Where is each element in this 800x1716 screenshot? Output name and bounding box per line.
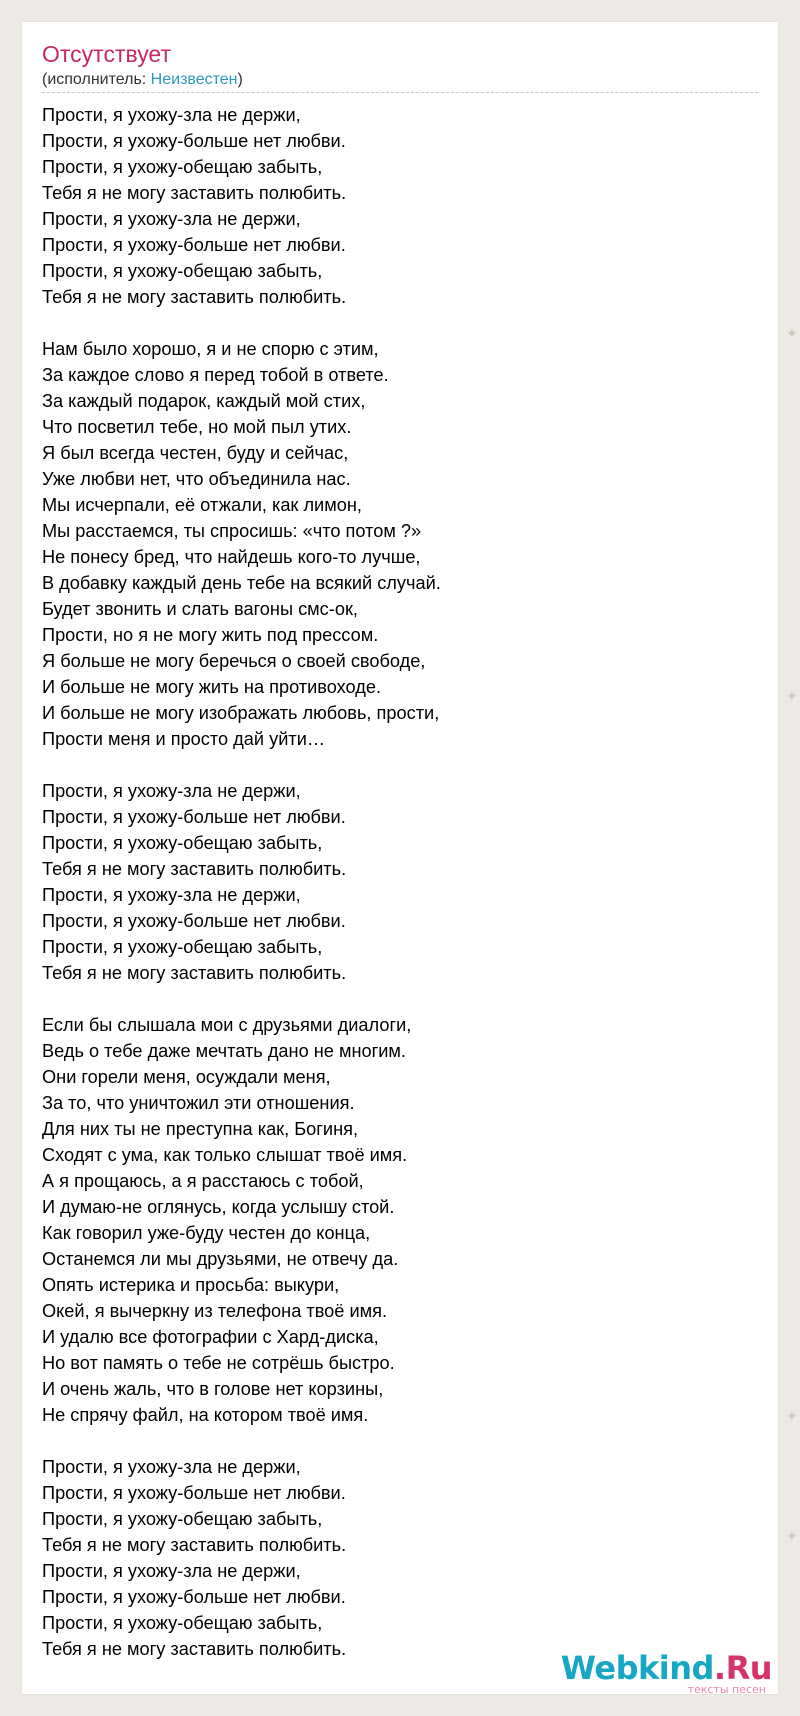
lyric-line: Прости, я ухожу-больше нет любви. xyxy=(42,1483,346,1503)
lyric-line: Они горели меня, осуждали меня, xyxy=(42,1067,331,1087)
lyric-line: Уже любви нет, что объединила нас. xyxy=(42,469,351,489)
lyric-line: Прости, я ухожу-обещаю забыть, xyxy=(42,261,323,281)
lyric-line: Не понесу бред, что найдешь кого-то лучше, xyxy=(42,547,421,567)
lyric-line: И удалю все фотографии с Хард-диска, xyxy=(42,1327,379,1347)
lyric-line: Прости, я ухожу-больше нет любви. xyxy=(42,1587,346,1607)
lyric-line: Прости меня и просто дай уйти… xyxy=(42,729,326,749)
lyric-line: Прости, я ухожу-больше нет любви. xyxy=(42,131,346,151)
sparkle-icon: ✦ xyxy=(786,689,798,705)
stanza-break xyxy=(42,1428,662,1454)
lyric-line: Я больше не могу беречься о своей свободе, xyxy=(42,651,426,671)
logo-tld: .Ru xyxy=(713,1649,772,1687)
lyric-line: Опять истерика и просьба: выкури, xyxy=(42,1275,340,1295)
lyric-line: Останемся ли мы друзьями, не отвечу да. xyxy=(42,1249,399,1269)
song-title: Отсутствует xyxy=(42,41,171,67)
lyric-line: Я был всегда честен, буду и сейчас, xyxy=(42,443,349,463)
logo-word: Webkind xyxy=(560,1649,714,1687)
lyric-line: Прости, я ухожу-зла не держи, xyxy=(42,105,301,125)
lyric-line: Прости, я ухожу-зла не держи, xyxy=(42,1561,301,1581)
stanza-break xyxy=(42,752,662,778)
lyric-line: Тебя я не могу заставить полюбить. xyxy=(42,287,347,307)
lyric-line: И больше не могу изображать любовь, прости, xyxy=(42,703,440,723)
artist-link[interactable]: Неизвестен xyxy=(150,71,238,88)
artist-suffix: ) xyxy=(237,71,243,88)
lyric-line: Прости, я ухожу-зла не держи, xyxy=(42,1457,301,1477)
lyric-line: И думаю-не оглянусь, когда услышу стой. xyxy=(42,1197,395,1217)
lyric-line: Ведь о тебе даже мечтать дано не многим. xyxy=(42,1041,406,1061)
lyric-line: За то, что уничтожил эти отношения. xyxy=(42,1093,355,1113)
lyric-line: Прости, я ухожу-зла не держи, xyxy=(42,781,301,801)
lyric-line: Как говорил уже-буду честен до конца, xyxy=(42,1223,371,1243)
sparkle-icon: ✦ xyxy=(786,1529,798,1545)
song-header xyxy=(42,40,758,93)
lyric-line: Тебя я не могу заставить полюбить. xyxy=(42,1639,347,1659)
artist-line xyxy=(42,70,758,93)
stanza-break xyxy=(42,310,662,336)
lyric-line: Тебя я не могу заставить полюбить. xyxy=(42,859,347,879)
lyric-line: За каждое слово я перед тобой в ответе. xyxy=(42,365,389,385)
lyric-line: Нам было хорошо, я и не спорю с этим, xyxy=(42,339,379,359)
lyric-line: Тебя я не могу заставить полюбить. xyxy=(42,963,347,983)
lyric-line: Прости, я ухожу-обещаю забыть, xyxy=(42,1613,323,1633)
site-logo[interactable] xyxy=(560,1649,772,1696)
logo-tagline: тексты песен xyxy=(687,1683,766,1696)
lyric-line: Если бы слышала мои с друзьями диалоги, xyxy=(42,1015,412,1035)
lyric-line: Прости, я ухожу-обещаю забыть, xyxy=(42,833,323,853)
lyric-line: Не спрячу файл, на котором твоё имя. xyxy=(42,1405,369,1425)
lyric-line: Мы расстаемся, ты спросишь: «что потом ?» xyxy=(42,521,422,541)
lyric-line: Но вот память о тебе не сотрёшь быстро. xyxy=(42,1353,395,1373)
lyric-line: И больше не могу жить на противоходе. xyxy=(42,677,382,697)
lyric-line: И очень жаль, что в голове нет корзины, xyxy=(42,1379,384,1399)
stanza-break xyxy=(42,986,662,1012)
lyric-line: Прости, я ухожу-больше нет любви. xyxy=(42,911,346,931)
lyric-line: А я прощаюсь, а я расстаюсь с тобой, xyxy=(42,1171,364,1191)
lyric-line: Что посветил тебе, но мой пыл утих. xyxy=(42,417,352,437)
lyric-line: Прости, я ухожу-обещаю забыть, xyxy=(42,1509,323,1529)
lyric-line: За каждый подарок, каждый мой стих, xyxy=(42,391,366,411)
lyric-line: Для них ты не преступна как, Богиня, xyxy=(42,1119,359,1139)
lyric-line: В добавку каждый день тебе на всякий случай. xyxy=(42,573,441,593)
logo-wordmark xyxy=(560,1649,772,1687)
lyrics-text xyxy=(42,102,662,1662)
lyric-line: Прости, я ухожу-обещаю забыть, xyxy=(42,157,323,177)
lyric-line: Прости, я ухожу-зла не держи, xyxy=(42,885,301,905)
lyric-line: Прости, я ухожу-больше нет любви. xyxy=(42,807,346,827)
artist-prefix: (исполнитель: xyxy=(42,71,151,88)
lyric-line: Прости, но я не могу жить под прессом. xyxy=(42,625,379,645)
lyric-line: Будет звонить и слать вагоны смс-ок, xyxy=(42,599,358,619)
lyric-line: Прости, я ухожу-зла не держи, xyxy=(42,209,301,229)
lyric-line: Сходят с ума, как только слышат твоё имя. xyxy=(42,1145,408,1165)
lyric-line: Тебя я не могу заставить полюбить. xyxy=(42,183,347,203)
sparkle-icon: ✦ xyxy=(786,326,798,342)
sparkle-icon: ✦ xyxy=(786,1409,798,1425)
lyric-line: Прости, я ухожу-обещаю забыть, xyxy=(42,937,323,957)
lyric-line: Тебя я не могу заставить полюбить. xyxy=(42,1535,347,1555)
lyric-line: Прости, я ухожу-больше нет любви. xyxy=(42,235,346,255)
lyric-line: Окей, я вычеркну из телефона твоё имя. xyxy=(42,1301,388,1321)
lyric-line: Мы исчерпали, её отжали, как лимон, xyxy=(42,495,362,515)
